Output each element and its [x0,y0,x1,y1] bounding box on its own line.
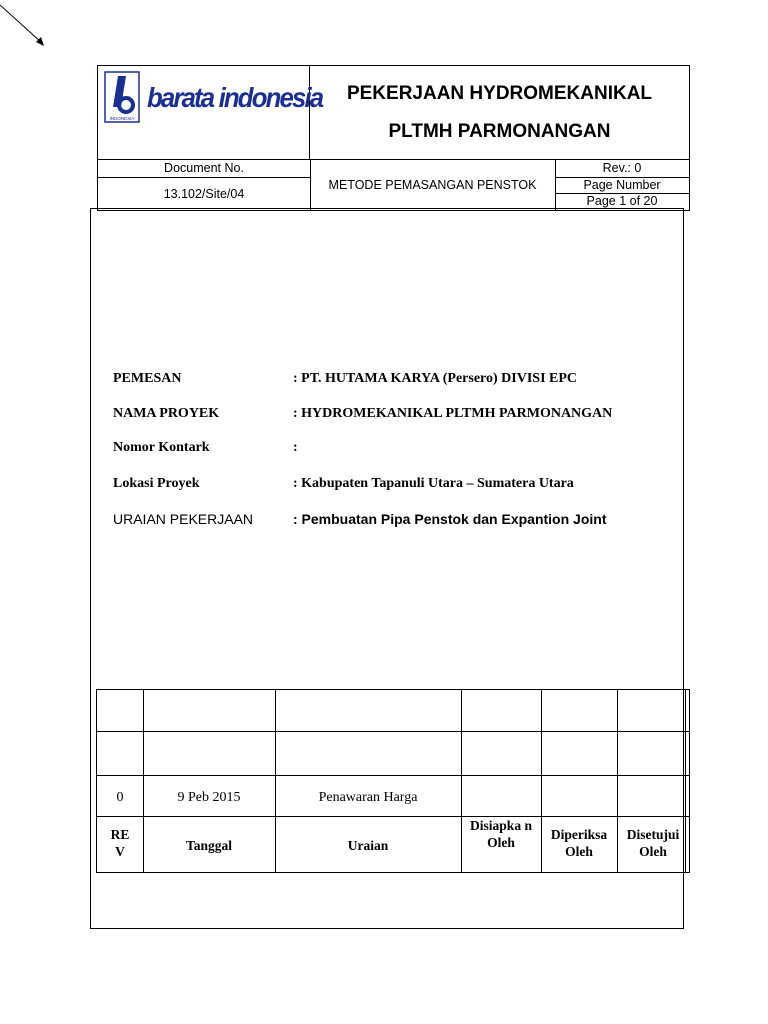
table-header-tanggal: Tanggal [185,838,233,853]
info-value: : PT. HUTAMA KARYA (Persero) DIVISI EPC [293,371,578,386]
info-row-pemesan [113,371,578,387]
table-header-rev: RE V [110,827,130,859]
info-label: PEMESAN [113,371,182,386]
info-value: : Pembuatan Pipa Penstok dan Expantion Joint [293,511,607,527]
info-value: : [293,440,298,455]
table-header-uraian: Uraian [347,838,389,853]
project-subtitle: PLTMH PARMONANGAN [388,121,611,142]
table-header-disetujui: Disetujui Oleh [626,827,680,859]
document-header [97,65,690,211]
project-title: PEKERJAAN HYDROMEKANIKAL [346,83,653,104]
info-label: URAIAN PEKERJAAN [113,511,254,527]
info-label: Lokasi Proyek [113,476,200,491]
info-row-lokasi-proyek [113,476,574,492]
page-number-label: Page Number [583,178,661,192]
table-header-diperiksa: Diperiksa Oleh [550,827,608,859]
revision-table [96,689,690,873]
table-header-disiapkan: Disiapka n Oleh [470,818,532,850]
document-no-value: 13.102/Site/04 [163,187,245,201]
rev-label: Rev.: 0 [602,161,642,175]
logo-cell [98,66,323,159]
barata-logo-icon [104,71,144,127]
table-cell-rev: 0 [116,790,124,805]
method-title: METODE PEMASANGAN PENSTOK [328,178,537,192]
document-no-label: Document No. [164,161,244,175]
info-row-uraian-pekerjaan [113,511,607,527]
arrow-icon [0,0,60,60]
logo-caption: INDONESIA [109,116,135,121]
page-of: Page 1 of 20 [586,194,658,208]
title-cell [310,66,689,159]
info-row-nama-proyek [113,406,613,422]
info-value: : HYDROMEKANIKAL PLTMH PARMONANGAN [293,406,613,421]
company-name: barata indonesia [147,82,323,113]
info-value: : Kabupaten Tapanuli Utara – Sumatera Utara [293,476,574,491]
info-label: Nomor Kontark [113,440,210,455]
info-label: NAMA PROYEK [113,406,220,421]
table-cell-tanggal: 9 Peb 2015 [177,790,241,805]
info-row-nomor-kontrak [113,440,298,456]
table-cell-uraian: Penawaran Harga [318,790,418,805]
